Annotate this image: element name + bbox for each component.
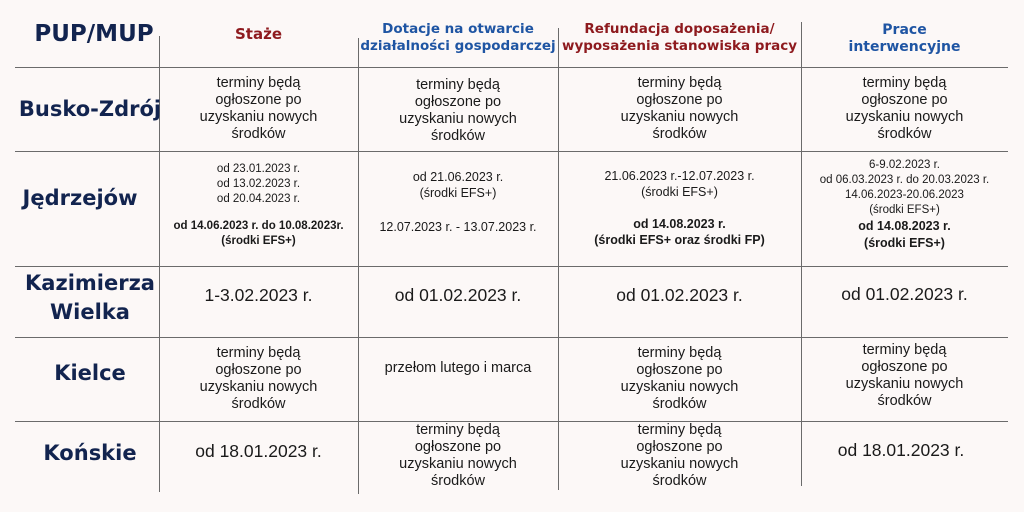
column-header-dotacje: Dotacje na otwarcie działalności gospodarczej [360,21,556,54]
cell-kielce-prace: terminy będą ogłoszone po uzyskaniu nowych środków [845,342,964,409]
cell-busko-staze: terminy będą ogłoszone po uzyskaniu nowych środków [199,75,318,142]
cell-kielce-refundacja: terminy będą ogłoszone po uzyskaniu nowych środków [620,345,739,412]
cell-busko-dotacje: terminy będą ogłoszone po uzyskaniu nowych środków [399,77,517,144]
cell-kazimierza-dotacje: od 01.02.2023 r. [394,284,522,305]
row-divider [15,151,1008,152]
row-label-jedrzejow: Jędrzejów [22,186,138,210]
cell-konskie-prace: od 18.01.2023 r. [837,439,965,460]
cell-kazimierza-refundacja: od 01.02.2023 r. [616,284,743,305]
cell-kazimierza-staze: 1-3.02.2023 r. [204,284,313,305]
row-label-busko: Busko-Zdrój [18,96,162,121]
column-header-refundacja: Refundacja doposażenia/ wyposażenia stanowiska pracy [561,21,798,54]
cell-kielce-staze: terminy będą ogłoszone po uzyskaniu nowych środków [199,345,318,412]
cell-jedrzejow-refundacja: 21.06.2023 r.-12.07.2023 r. (środki EFS+) od 14.08.2023 r. (środki EFS+ oraz środki FP) [594,169,765,247]
cell-jedrzejow-prace: 6-9.02.2023 r. od 06.03.2023 r. do 20.03.2023 r. 14.06.2023-20.06.2023 (środki EFS+) od 14.08.2023 r. (środki EFS+) [819,159,990,250]
column-header-prace: Prace interwencyjne [848,22,961,55]
cell-jedrzejow-dotacje: od 21.06.2023 r. (środki EFS+) 12.07.2023 r. - 13.07.2023 r. [379,170,537,234]
row-label-kielce: Kielce [54,360,126,385]
cell-kazimierza-prace: od 01.02.2023 r. [841,283,968,304]
corner-header: PUP/MUP [34,21,154,47]
column-header-staze: Staże [235,24,282,43]
cell-busko-prace: terminy będą ogłoszone po uzyskaniu nowych środków [845,75,964,142]
cell-kielce-dotacje: przełom lutego i marca [384,359,532,376]
cell-busko-refundacja: terminy będą ogłoszone po uzyskaniu nowych środków [620,75,739,142]
cell-konskie-dotacje: terminy będą ogłoszone po uzyskaniu nowych środków [399,422,517,489]
row-label-konskie: Końskie [43,440,137,465]
cell-konskie-staze: od 18.01.2023 r. [195,440,322,461]
row-label-kazimierza: Kazimierza Wielka [25,271,155,324]
cell-jedrzejow-staze: od 23.01.2023 r. od 13.02.2023 r. od 20.04.2023 r. od 14.06.2023 r. do 10.08.2023r. (środki EFS+) [173,162,344,247]
cell-konskie-refundacja: terminy będą ogłoszone po uzyskaniu nowych środków [620,422,739,489]
